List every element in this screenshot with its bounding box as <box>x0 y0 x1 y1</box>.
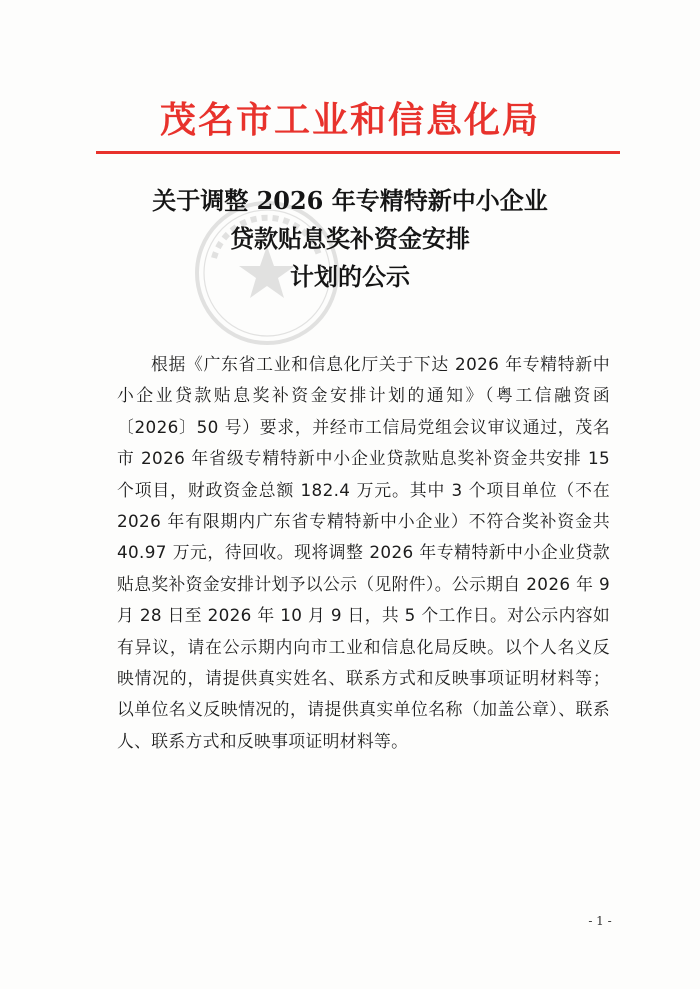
red-header-rule <box>96 151 620 154</box>
title-line-3: 计划的公示 <box>290 262 410 291</box>
title-line-1: 关于调整 2026 年专精特新中小企业 <box>152 186 548 215</box>
page-number: - 1 - <box>588 914 612 928</box>
notice-body-paragraph: 根据《广东省工业和信息化厅关于下达 2026 年专精特新中小企业贷款贴息奖补资金安排计划的通知》（粤工信融资函〔2026〕50 号）要求，并经市工信局党组会议审议通过，茂名市 2026 年省级专精特新中小企业贷款贴息奖补资金共安排 15 个项目，财政资金总额 182.4 万元。其中 3 个项目单位（不在 2026 年有限期内广东省专精特新中小企业）不符合奖补资金共 40.97 万元，待回收。现将调整 2026 年专精特新中小企业贷款贴息奖补资金安排计划予以公示（见附件）。公示期自 2026 年 9 月 28 日至 2026 年 10 月 9 日，共 5 个工作日。对公示内容如有异议，请在公示期内向市工业和信息化局反映。以个人名义反映情况的，请提供真实姓名、联系方式和反映事项证明材料等；以单位名义反映情况的，请提供真实单位名称（加盖公章）、联系人、联系方式和反映事项证明材料等。 <box>117 354 610 751</box>
document-title <box>0 182 700 296</box>
issuing-organization-header: 茂名市工业和信息化局 <box>159 99 540 141</box>
title-line-2: 贷款贴息奖补资金安排 <box>230 224 470 253</box>
